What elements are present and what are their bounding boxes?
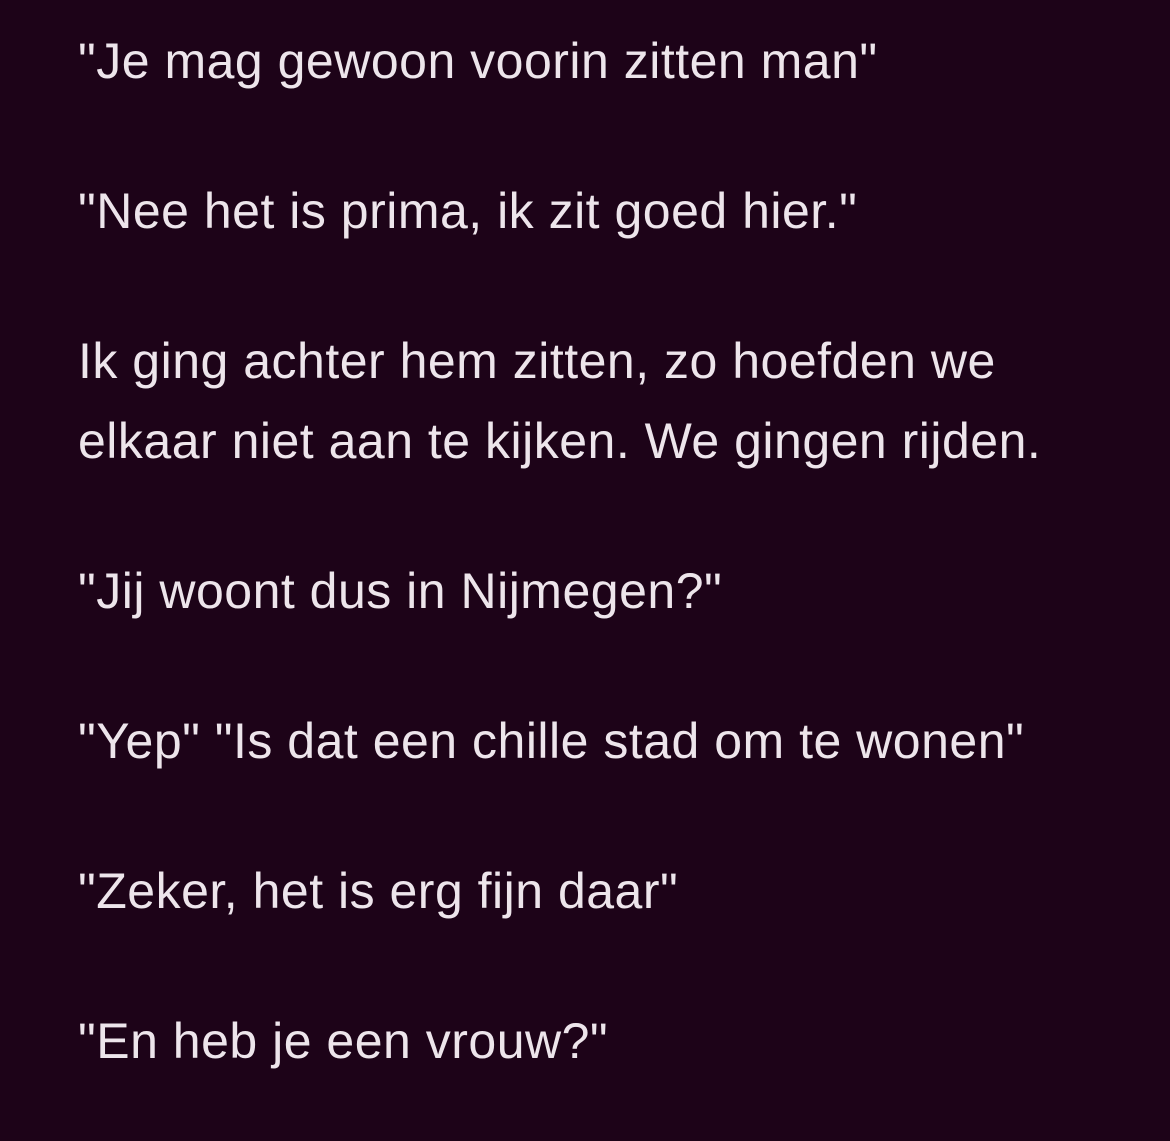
paragraph: [78, 1001, 1115, 1081]
paragraph: [78, 551, 1115, 631]
paragraph: [78, 21, 1115, 101]
text-line: "Jij woont dus in Nijmegen?": [78, 563, 723, 619]
paragraph: [78, 321, 1115, 481]
paragraph: [78, 851, 1115, 931]
text-line: "Nee het is prima, ik zit goed hier.": [78, 183, 858, 239]
text-line: elkaar niet aan te kijken. We gingen rijden.: [78, 413, 1042, 469]
paragraph: [78, 701, 1115, 781]
text-line: "Yep" "Is dat een chille stad om te wonen": [78, 713, 1025, 769]
text-line: "Je mag gewoon voorin zitten man": [78, 33, 878, 89]
text-line: Ik ging achter hem zitten, zo hoefden we: [78, 333, 996, 389]
text-line: "En heb je een vrouw?": [78, 1013, 609, 1069]
paragraph: [78, 171, 1115, 251]
text-line: "Zeker, het is erg fijn daar": [78, 863, 679, 919]
